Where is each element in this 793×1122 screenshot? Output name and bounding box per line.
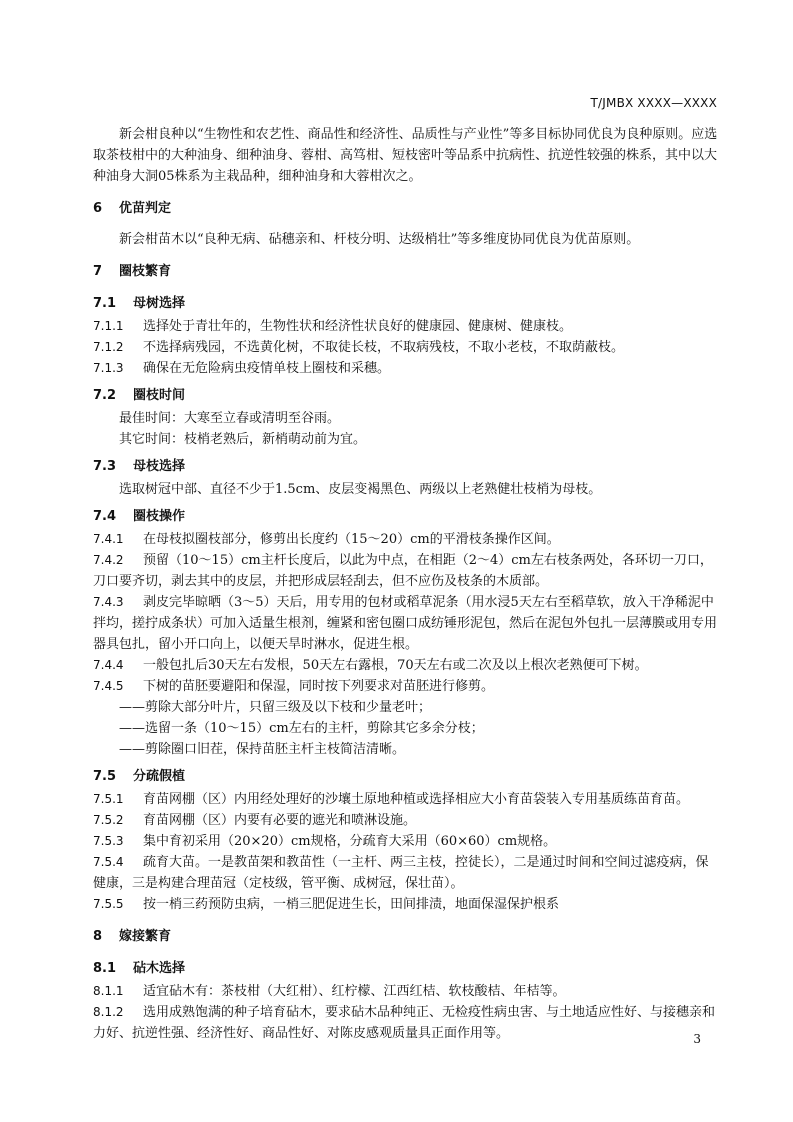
section-7-3-text: 选取树冠中部、直径不少于1.5cm、皮层变褐黑色、两级以上老熟健壮枝梢为母枝。 [119, 482, 602, 497]
clause-number: 8.1.1 [93, 984, 124, 998]
section-number: 7.5 [93, 769, 117, 784]
clause-text: 疏育大苗。一是教苗架和教苗性（一主杆、两三主枝，控徒长），二是通过时间和空间过滤疫病，保健康，三是构建合理苗冠（定枝级，管平衡、成树冠，保壮苗）。 [93, 855, 709, 891]
section-title: 砧木选择 [133, 961, 186, 976]
clause-text: 集中育初采用（20×20）cm规格，分疏育大采用（60×60）cm规格。 [143, 834, 557, 849]
clause-7-5-3 [93, 831, 719, 852]
clause-text: 按一梢三药预防虫病，一梢三肥促进生长，田间排渍，地面保湿保护根系 [143, 897, 560, 912]
clause-8-1-2 [93, 1002, 719, 1044]
section-title: 圈枝繁育 [119, 264, 172, 279]
clause-text: 下树的苗胚要避阳和保湿，同时按下列要求对苗胚进行修剪。 [143, 679, 495, 694]
clause-7-5-2 [93, 810, 719, 831]
section-7-heading [93, 261, 719, 282]
section-7-2-heading [93, 385, 719, 406]
section-6-heading [93, 198, 719, 219]
clause-text: 不选择病残园，不选黄化树，不取徒长枝，不取病残枝，不取小老枝，不取荫蔽枝。 [143, 340, 625, 355]
section-title: 圈枝操作 [133, 509, 186, 524]
clause-number: 7.4.2 [93, 553, 124, 567]
clause-text: 适宜砧木有：茶枝柑（大红柑）、红柠檬、江西红桔、软枝酸桔、年桔等。 [143, 984, 566, 999]
clause-number: 7.5.5 [93, 897, 124, 911]
clause-number: 8.1.2 [93, 1005, 124, 1019]
clause-number: 7.1.2 [93, 340, 124, 354]
clause-text: 剥皮完毕晾晒（3～5）天后，用专用的包材或稻草泥条（用水浸5天左右至稻草软，放入干净稀泥中拌均，搓拧成条状）可加入适量生根剂，缠紧和密包圈口成纺锤形泥包，然后在泥包外包扎一层薄膜或用专用器具包扎，留小开口向上，以便天旱时淋水，促进生根。 [93, 595, 718, 652]
section-8-heading [93, 926, 719, 947]
clause-7-5-5 [93, 894, 719, 915]
clause-text: 选择处于青壮年的，生物性状和经济性状良好的健康园、健康树、健康枝。 [143, 319, 573, 334]
clause-number: 7.5.1 [93, 792, 124, 806]
clause-8-1-1 [93, 981, 719, 1002]
section-8-1-heading [93, 958, 719, 979]
clause-number: 7.5.2 [93, 813, 124, 827]
clause-7-5-1 [93, 789, 719, 810]
clause-number: 7.4.3 [93, 595, 124, 609]
intro-paragraph: 新会柑良种以“生物性和农艺性、商品性和经济性、品质性与产业性”等多目标协同优良为良种原则。应选取茶枝柑中的大种油身、细种油身、蓉柑、高笃柑、短枝密叶等品系中抗病性、抗逆性较强的株系，其中以大种油身大洞05株系为主栽品种，细种油身和大蓉柑次之。 [93, 127, 718, 184]
dash-item: ——剪除圈口旧茬，保持苗胚主杆主枝简洁清晰。 [119, 742, 406, 757]
clause-7-1-3 [93, 358, 719, 379]
section-number: 8 [93, 929, 103, 944]
clause-text: 确保在无危险病虫疫情单枝上圈枝和采穗。 [143, 361, 391, 376]
clause-number: 7.1.3 [93, 361, 124, 375]
section-title: 圈枝时间 [133, 388, 186, 403]
clause-text: 选用成熟饱满的种子培育砧木，要求砧木品种纯正、无检疫性病虫害、与土地适应性好、与接穗亲和力好、抗逆性强、经济性好、商品性好、对陈皮感观质量具正面作用等。 [93, 1005, 716, 1041]
other-time-text: 其它时间：枝梢老熟后，新梢萌动前为宜。 [119, 432, 367, 447]
section-6-text: 新会柑苗木以“良种无病、砧穗亲和、杆枝分明、达级梢壮”等多维度协同优良为优苗原则。 [119, 232, 640, 247]
clause-7-4-1 [93, 529, 719, 550]
section-number: 7.4 [93, 509, 117, 524]
section-number: 7.1 [93, 296, 117, 311]
clause-text: 在母枝拟圈枝部分，修剪出长度约（15～20）cm的平滑枝条操作区间。 [143, 532, 560, 547]
page-number: 3 [693, 1032, 701, 1046]
clause-number: 7.4.1 [93, 532, 124, 546]
clause-text: 预留（10～15）cm主杆长度后，以此为中点，在相距（2～4）cm左右枝条两处，各环切一刀口，刀口要齐切，剥去其中的皮层，并把形成层轻刮去，但不应伤及枝条的木质部。 [93, 553, 713, 589]
clause-text: 育苗网棚（区）内用经处理好的沙壤土原地种植或选择相应大小育苗袋装入专用基质练苗育苗。 [143, 792, 690, 807]
section-number: 7.3 [93, 459, 117, 474]
section-7-3-heading [93, 456, 719, 477]
section-title: 母枝选择 [133, 459, 186, 474]
document-code: T/JMBX XXXX—XXXX [590, 96, 717, 110]
section-7-1-heading [93, 293, 719, 314]
section-7-5-heading [93, 766, 719, 787]
section-number: 7 [93, 264, 103, 279]
clause-number: 7.5.3 [93, 834, 124, 848]
dash-item: ——选留一条（10～15）cm左右的主杆，剪除其它多余分枝； [119, 721, 484, 736]
section-title: 母树选择 [133, 296, 186, 311]
section-title: 嫁接繁育 [119, 929, 172, 944]
clause-number: 7.4.5 [93, 679, 124, 693]
dash-item: ——剪除大部分叶片，只留三级及以下枝和少量老叶； [119, 700, 432, 715]
clause-number: 7.1.1 [93, 319, 124, 333]
clause-7-4-2 [93, 550, 719, 592]
clause-number: 7.5.4 [93, 855, 124, 869]
section-title: 优苗判定 [119, 201, 172, 216]
section-title: 分疏假植 [133, 769, 186, 784]
clause-7-1-2 [93, 337, 719, 358]
clause-7-1-1 [93, 316, 719, 337]
clause-7-4-5 [93, 676, 719, 697]
document-body [93, 124, 719, 1044]
clause-text: 育苗网棚（区）内要有必要的遮光和喷淋设施。 [143, 813, 417, 828]
section-7-4-heading [93, 506, 719, 527]
clause-7-4-4 [93, 655, 719, 676]
section-number: 8.1 [93, 961, 117, 976]
section-number: 7.2 [93, 388, 117, 403]
clause-text: 一般包扎后30天左右发根，50天左右露根，70天左右或二次及以上根次老熟便可下树。 [143, 658, 648, 673]
section-number: 6 [93, 201, 103, 216]
best-time-text: 最佳时间：大寒至立春或清明至谷雨。 [119, 411, 341, 426]
clause-7-5-4 [93, 852, 719, 894]
clause-7-4-3 [93, 592, 719, 655]
clause-number: 7.4.4 [93, 658, 124, 672]
